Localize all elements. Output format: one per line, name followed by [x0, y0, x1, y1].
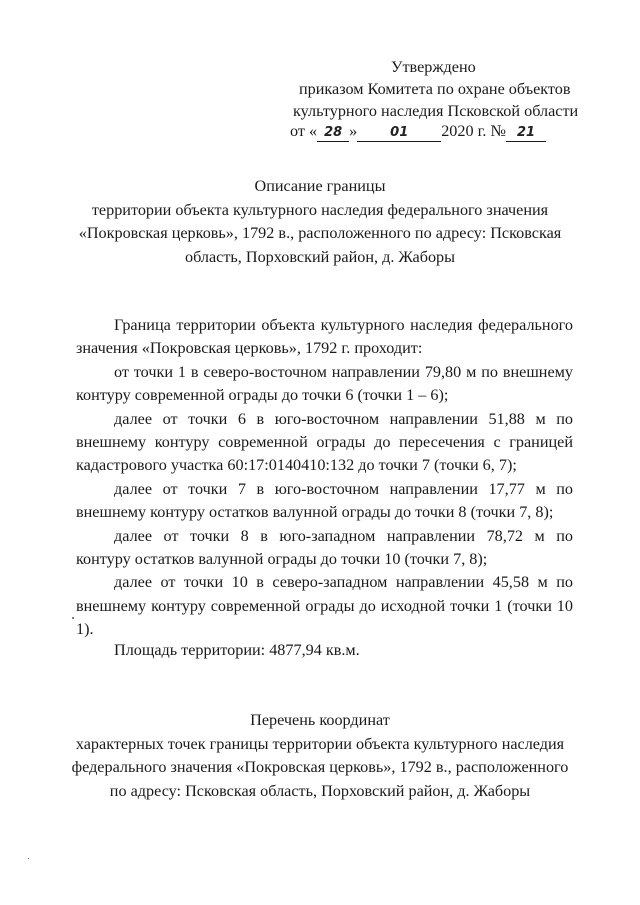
territory-area: Площадь территории: 4877,94 кв.м.: [114, 641, 360, 659]
body-line: далее от точки 6 в юго-восточном направлении 51,88 м по: [114, 410, 573, 428]
body-line: внешнему контуру остатков валунной ограды до точки 8 (точки 7, 8);: [76, 503, 554, 521]
heading1-line2: территории объекта культурного наследия федерального значения: [91, 200, 549, 219]
body-line: Граница территории объекта культурного наследия федерального: [114, 316, 573, 334]
body-line: внешнему контуру современной ограды до исходной точки 1 (точки 10: [76, 597, 573, 615]
scan-speck: [28, 858, 29, 859]
scan-speck: [72, 617, 74, 619]
boundary-description-heading: [60, 175, 580, 269]
approval-date-line: [290, 122, 546, 142]
approval-committee-line: культурного наследия Псковской области: [293, 102, 579, 120]
heading1-line4: область, Порховский район, д. Жаборы: [184, 247, 456, 266]
approval-order-line: приказом Комитета по охране объектов: [299, 80, 571, 98]
body-line: далее от точки 7 в юго-восточном направлении 17,77 м по: [114, 480, 573, 498]
coordinates-list-heading: [60, 709, 580, 803]
body-line: 1).: [76, 620, 94, 638]
body-line: далее от точки 8 в юго-западном направлении 78,72 м по: [114, 527, 573, 545]
heading1-line3: «Покровская церковь», 1792 в., расположенного по адресу: Псковская: [78, 224, 562, 242]
body-line: значения «Покровская церковь», 1792 г. проходит:: [76, 339, 423, 357]
body-line: кадастрового участка 60:17:0140410:132 до точки 7 (точки 6, 7);: [76, 456, 517, 474]
date-mid: »: [349, 122, 358, 140]
body-line: контуру современной ограды до точки 6 (точки 1 – 6);: [76, 386, 449, 404]
heading2-line2: характерных точек границы территории объекта культурного наследия: [75, 734, 565, 753]
heading2-line4: по адресу: Псковская область, Порховский район, д. Жаборы: [109, 781, 531, 800]
date-year-suffix: 2020 г. №: [441, 122, 506, 140]
body-line: контуру остатков валунной ограды до точки 10 (точки 7, 8);: [76, 550, 488, 568]
body-line: от точки 1 в северо-восточном направлении 79,80 м по внешнему: [114, 363, 573, 381]
date-day-handwritten: 28: [317, 125, 349, 142]
date-prefix: от «: [290, 122, 318, 140]
body-line: далее от точки 10 в северо-западном направлении 45,58 м по: [114, 573, 573, 591]
date-month-handwritten: 01: [357, 125, 441, 142]
body-line: внешнему контуру современной ограды до пересечения с границей: [76, 433, 573, 451]
heading2-line1: Перечень координат: [250, 711, 390, 729]
approval-title: Утверждено: [391, 58, 476, 76]
heading2-line3: федерального значения «Покровская церковь», 1792 в., расположенного: [71, 758, 569, 776]
heading1-line1: Описание границы: [254, 177, 386, 195]
order-number-handwritten: 21: [506, 125, 546, 142]
